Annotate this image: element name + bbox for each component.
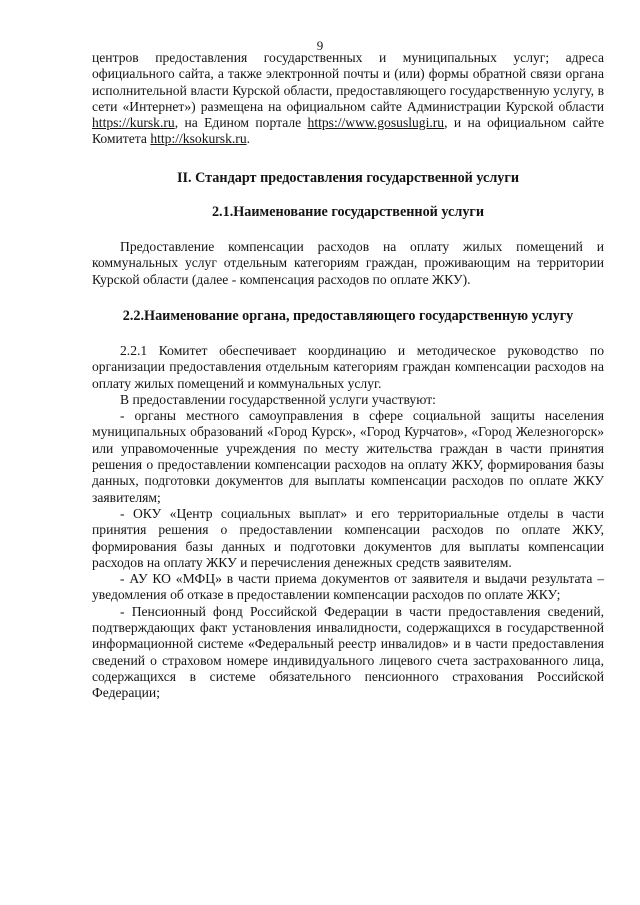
subsection-2-1-title: 2.1.Наименование государственной услуги [211,204,485,221]
intro-paragraph [92,50,604,148]
list-item: - АУ КО «МФЦ» в части приема документов от заявителя и выдачи результата – уведомления об отказе в предоставлении компенсации расходов по оплате ЖКУ; [92,571,604,603]
page-content [92,50,604,702]
list-item: - органы местного самоуправления в сфере социальной защиты населения муниципальных образований «Город Курск», «Город Курчатов», «Город Железногорск» или управомоченные учреждения по месту жительства граждан в части принятия решения о предоставлении компенсации расходов на оплату ЖКУ, формирования базы данных, подготовки документов для выплаты компенсации расходов по оплате ЖКУ заявителям; [92,408,604,505]
intro-text-3: , и на официальном сайте Комитета [92,115,604,147]
intro-text-2: , на Едином портале [174,115,308,131]
ksokursk-link[interactable]: http://ksokursk.ru [150,131,247,147]
subsection-2-2-paragraph: 2.2.1 Комитет обеспечивает координацию и методическое руководство по организации предоставления отдельным категориям граждан компенсации расходов на оплату жилых помещений и коммунальных услуг. [92,342,604,391]
intro-text-1: центров предоставления государственных и муниципальных услуг; адреса официального сайта, а также электронной почты и (или) формы обратной связи органа исполнительной власти Курской области, предоставляющего государственную услугу, в сети «Интернет») размещена на официальном сайте Администрации Курской области [92,50,604,114]
intro-text-4: . [246,131,251,147]
section-title: II. Стандарт предоставления государственной услуги [176,169,520,186]
subsection-2-1-text: Предоставление компенсации расходов на оплату жилых помещений и коммунальных услуг отдельным категориям граждан, проживающим на территории Курской области (далее - компенсация расходов по оплате ЖКУ). [92,239,604,287]
page-number: 9 [316,38,324,53]
subsection-2-2-title: 2.2.Наименование органа, предоставляющего государственную услугу [122,307,574,324]
list-item: - Пенсионный фонд Российской Федерации в части предоставления сведений, подтверждающих факт установления инвалидности, содержащихся в государственной информационной системе «Федеральный реестр инвалидов» и в части предоставления сведений о страховом номере индивидуального лицевого счета застрахованного лица, содержащихся в системе обязательного пенсионного страхования Российской Федерации; [92,603,604,701]
gosuslugi-link[interactable]: https://www.gosuslugi.ru [307,115,445,131]
list-item: - ОКУ «Центр социальных выплат» и его территориальные отделы в части принятия решения о предоставлении компенсации расходов по оплате ЖКУ, формирования базы данных и подготовки документов для выплаты компенсации расходов на оплату ЖКУ и перечисления денежных средств заявителям. [92,505,604,570]
participants-intro: В предоставлении государственной услуги участвуют: [120,391,436,407]
kursk-link[interactable]: https://kursk.ru [92,115,175,131]
